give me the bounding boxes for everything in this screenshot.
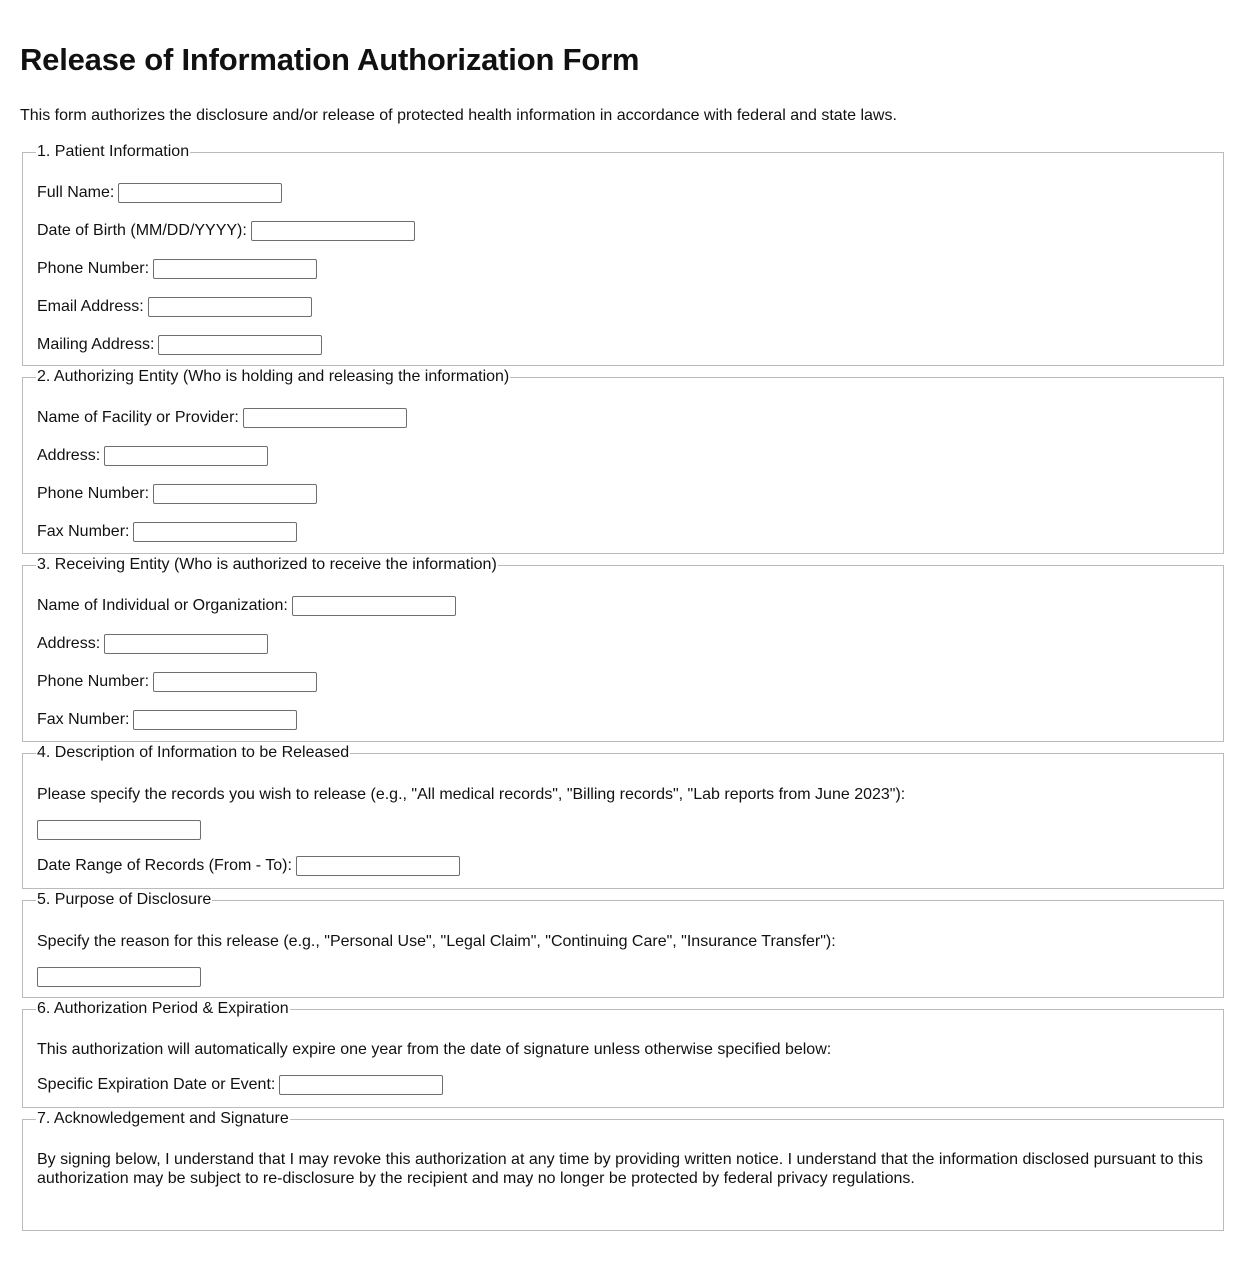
email-address-input[interactable] <box>148 297 312 317</box>
phone-number-label: Phone Number: <box>37 260 150 277</box>
date-of-birth-input[interactable] <box>251 221 415 241</box>
receiving-address-label: Address: <box>37 635 101 652</box>
section-authorization-period <box>22 999 1224 1108</box>
email-address-label: Email Address: <box>37 298 144 315</box>
section-purpose-of-disclosure <box>22 890 1224 998</box>
field-row <box>37 634 1223 654</box>
purpose-input[interactable] <box>37 967 201 987</box>
expiration-input[interactable] <box>279 1075 443 1095</box>
facility-name-input[interactable] <box>243 408 407 428</box>
field-row <box>37 856 1223 876</box>
section-acknowledgement-signature <box>22 1109 1224 1231</box>
records-input[interactable] <box>37 820 201 840</box>
field-row <box>37 408 1223 428</box>
field-row <box>37 596 1223 616</box>
field-row <box>37 710 1223 730</box>
date-of-birth-label: Date of Birth (MM/DD/YYYY): <box>37 222 247 239</box>
section-authorizing-entity <box>22 367 1224 554</box>
acknowledgement-text: By signing below, I understand that I may revoke this authorization at any time by providing written notice. I understand that the information disclosed pursuant to this authorization may be subject to re-disclosure by the recipient and may no longer be protected by federal privacy regulations. <box>37 1151 1203 1187</box>
full-name-label: Full Name: <box>37 184 115 201</box>
date-range-label: Date Range of Records (From - To): <box>37 857 292 874</box>
section-legend: 6. Authorization Period & Expiration <box>37 1000 289 1017</box>
authorizing-address-input[interactable] <box>104 446 268 466</box>
authorizing-phone-input[interactable] <box>153 484 317 504</box>
phone-number-input[interactable] <box>153 259 317 279</box>
field-row <box>37 1075 1223 1095</box>
date-range-input[interactable] <box>296 856 460 876</box>
expiration-note: This authorization will automatically expire one year from the date of signature unless otherwise specified below: <box>37 1041 832 1058</box>
full-name-input[interactable] <box>118 183 282 203</box>
field-row <box>37 446 1223 466</box>
authorizing-fax-input[interactable] <box>133 522 297 542</box>
recipient-name-label: Name of Individual or Organization: <box>37 597 288 614</box>
mailing-address-label: Mailing Address: <box>37 336 155 353</box>
field-row <box>37 183 1223 203</box>
section-receiving-entity <box>22 555 1224 742</box>
purpose-instruction: Specify the reason for this release (e.g., "Personal Use", "Legal Claim", "Continuing Care", "Insurance Transfer"): <box>37 933 836 950</box>
field-row <box>37 221 1223 241</box>
field-row <box>37 484 1223 504</box>
recipient-name-input[interactable] <box>292 596 456 616</box>
section-legend: 2. Authorizing Entity (Who is holding and releasing the information) <box>37 368 510 385</box>
section-legend: 5. Purpose of Disclosure <box>37 891 212 908</box>
receiving-fax-label: Fax Number: <box>37 711 130 728</box>
intro-text: This form authorizes the disclosure and/or release of protected health information in accordance with federal and state laws. <box>20 107 897 124</box>
expiration-label: Specific Expiration Date or Event: <box>37 1076 276 1093</box>
records-instruction: Please specify the records you wish to release (e.g., "All medical records", "Billing records", "Lab reports from June 2023"): <box>37 786 906 803</box>
section-legend: 4. Description of Information to be Released <box>37 744 350 761</box>
authorizing-fax-label: Fax Number: <box>37 523 130 540</box>
mailing-address-input[interactable] <box>158 335 322 355</box>
section-information-description <box>22 743 1224 889</box>
receiving-fax-input[interactable] <box>133 710 297 730</box>
section-legend: 1. Patient Information <box>37 143 190 160</box>
facility-name-label: Name of Facility or Provider: <box>37 409 239 426</box>
page-title: Release of Information Authorization Form <box>20 42 640 77</box>
authorizing-address-label: Address: <box>37 447 101 464</box>
section-legend: 3. Receiving Entity (Who is authorized to receive the information) <box>37 556 497 573</box>
field-row <box>37 335 1223 355</box>
authorizing-phone-label: Phone Number: <box>37 485 150 502</box>
field-row <box>37 259 1223 279</box>
section-patient-information <box>22 142 1224 366</box>
receiving-phone-input[interactable] <box>153 672 317 692</box>
section-legend: 7. Acknowledgement and Signature <box>37 1110 289 1127</box>
receiving-phone-label: Phone Number: <box>37 673 150 690</box>
field-row <box>37 297 1223 317</box>
receiving-address-input[interactable] <box>104 634 268 654</box>
field-row <box>37 672 1223 692</box>
field-row <box>37 522 1223 542</box>
